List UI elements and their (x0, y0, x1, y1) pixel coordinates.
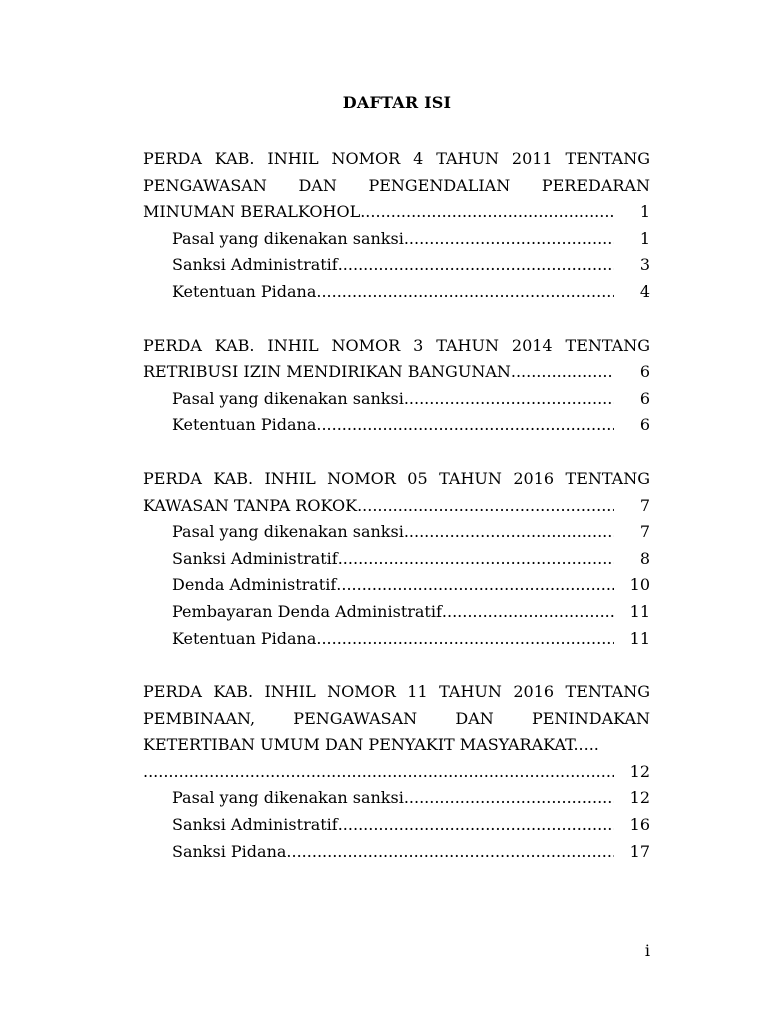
heading-word: KAB. (214, 149, 255, 168)
dot-leader (338, 812, 614, 839)
heading-word: PERDA (143, 335, 202, 355)
heading-word: INHIL (267, 335, 319, 355)
heading-word: TENTANG (565, 149, 650, 168)
dot-leader (404, 785, 614, 812)
heading-word: TENTANG (565, 468, 650, 488)
dot-leader (336, 572, 614, 599)
page-ref: 6 (639, 388, 650, 408)
heading-word: INHIL (264, 682, 316, 702)
dot-leader (316, 626, 614, 653)
section-heading-text: KAWASAN TANPA ROKOK (143, 495, 358, 515)
toc-section (143, 146, 650, 306)
heading-word: 3 (413, 335, 424, 355)
heading-word: PEMBINAAN, (143, 708, 256, 728)
section-heading-line (143, 466, 650, 493)
page-ref: 6 (639, 362, 650, 382)
heading-word: PERDA (143, 468, 202, 488)
page-ref: 12 (629, 788, 650, 808)
toc-entry[interactable] (143, 546, 650, 573)
section-heading-text: MINUMAN BERALKOHOL (143, 202, 361, 222)
heading-word: 05 (407, 468, 428, 488)
toc-entry[interactable] (143, 226, 650, 253)
heading-word: NOMOR (327, 468, 396, 488)
heading-word: 2016 (513, 682, 555, 702)
toc-entry-label: Sanksi Administratif (172, 815, 338, 835)
toc-entry-label: Pasal yang dikenakan sanksi (172, 522, 404, 542)
dot-leader (316, 279, 614, 306)
page-ref: 1 (639, 228, 650, 248)
section-heading-line (143, 706, 650, 733)
dot-leader (360, 199, 614, 226)
page-ref: 1 (639, 202, 650, 222)
toc-entry[interactable] (143, 812, 650, 839)
heading-word: TAHUN (439, 682, 502, 702)
toc-entry[interactable] (143, 599, 650, 626)
dot-leader (404, 226, 614, 253)
page-title: DAFTAR ISI (342, 93, 452, 112)
heading-word: NOMOR (327, 682, 396, 702)
heading-word: 4 (413, 149, 424, 168)
heading-word: PENGAWASAN (143, 175, 267, 195)
page-ref: 4 (639, 281, 650, 301)
page-ref: 6 (639, 415, 650, 435)
page-ref: 11 (629, 601, 650, 621)
heading-word: TENTANG (565, 335, 650, 355)
heading-word: 2011 (511, 149, 553, 168)
page-ref: 12 (629, 761, 650, 781)
toc-entry-label: Sanksi Administratif (172, 255, 338, 275)
heading-word: TAHUN (439, 468, 502, 488)
dot-leader (357, 493, 614, 520)
toc-entry-label: Ketentuan Pidana (172, 415, 317, 435)
toc-entry-label: Sanksi Administratif (172, 548, 338, 568)
dot-leader (404, 386, 614, 413)
page-ref: 17 (629, 841, 650, 861)
toc-entry-label: Pasal yang dikenakan sanksi (172, 788, 404, 808)
heading-word: 2016 (513, 468, 555, 488)
heading-word: PEREDARAN (541, 175, 650, 195)
dot-leader (338, 546, 614, 573)
page-ref: 7 (639, 522, 650, 542)
toc-section (143, 466, 650, 652)
heading-word: TAHUN (436, 149, 499, 168)
toc-entry[interactable] (143, 519, 650, 546)
heading-word: DAN (455, 708, 494, 728)
heading-word: 2014 (511, 335, 553, 355)
heading-word: TENTANG (565, 682, 650, 702)
toc-section (143, 679, 650, 865)
heading-word: KAB. (213, 468, 254, 488)
dot-leader (143, 759, 614, 786)
heading-word: DAN (298, 175, 337, 195)
section-heading-line (143, 679, 650, 706)
toc-entry[interactable] (143, 572, 650, 599)
heading-word: INHIL (264, 468, 316, 488)
toc-entry[interactable] (143, 412, 650, 439)
toc-entry-label: Sanksi Pidana (172, 841, 287, 861)
heading-word: TAHUN (436, 335, 499, 355)
heading-word: PENINDAKAN (531, 708, 650, 728)
page-ref: 16 (629, 815, 650, 835)
toc-entry-label: Denda Administratif (172, 575, 337, 595)
dot-leader (511, 359, 614, 386)
section-heading-text: RETRIBUSI IZIN MENDIRIKAN BANGUNAN (143, 362, 511, 382)
toc-entry[interactable] (143, 785, 650, 812)
section-heading-line (143, 173, 650, 200)
heading-word: KAB. (213, 682, 254, 702)
section-heading-entry[interactable] (143, 759, 650, 786)
dot-leader (404, 519, 614, 546)
table-of-contents (143, 146, 650, 892)
page-ref: 7 (639, 495, 650, 515)
dot-leader (338, 252, 614, 279)
heading-word: NOMOR (331, 149, 401, 168)
heading-word: KAB. (214, 335, 255, 355)
toc-entry[interactable] (143, 839, 650, 866)
toc-section (143, 333, 650, 439)
toc-entry-label: Pasal yang dikenakan sanksi (172, 388, 404, 408)
toc-entry-label: Ketentuan Pidana (172, 628, 317, 648)
heading-word: PENGAWASAN (293, 708, 418, 728)
toc-entry-label: Pasal yang dikenakan sanksi (172, 228, 404, 248)
toc-entry-label: Pembayaran Denda Administratif (172, 601, 442, 621)
heading-word: PERDA (143, 149, 202, 168)
dot-leader (286, 839, 614, 866)
section-heading-entry[interactable] (143, 199, 650, 226)
page-ref: 11 (629, 628, 650, 648)
dot-leader (442, 599, 614, 626)
section-heading-line: KETERTIBAN UMUM DAN PENYAKIT MASYARAKAT..... (143, 735, 599, 755)
dot-leader (316, 412, 614, 439)
heading-word: PENGENDALIAN (368, 175, 511, 195)
toc-entry[interactable] (143, 252, 650, 279)
toc-entry[interactable] (143, 386, 650, 413)
section-heading-entry[interactable] (143, 359, 650, 386)
heading-word: INHIL (267, 149, 319, 168)
heading-word: 11 (407, 682, 428, 702)
section-heading-entry[interactable] (143, 493, 650, 520)
toc-entry-label: Ketentuan Pidana (172, 281, 317, 301)
toc-entry[interactable] (143, 626, 650, 653)
section-heading-line (143, 333, 650, 360)
section-heading-line (143, 146, 650, 173)
heading-word: NOMOR (331, 335, 401, 355)
toc-entry[interactable] (143, 279, 650, 306)
page-ref: 8 (639, 548, 650, 568)
page-number: i (644, 941, 650, 960)
page-ref: 10 (629, 575, 650, 595)
page-ref: 3 (639, 255, 650, 275)
heading-word: PERDA (143, 682, 202, 702)
